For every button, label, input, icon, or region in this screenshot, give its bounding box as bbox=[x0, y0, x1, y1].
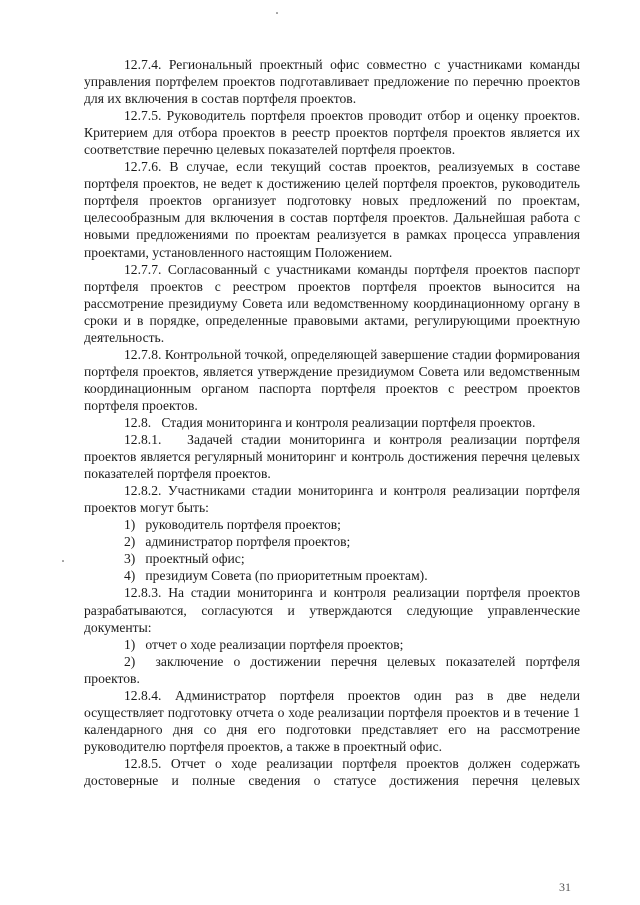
paragraph-12-7-6 bbox=[84, 158, 580, 260]
paragraph-number: 12.8.2. bbox=[124, 483, 162, 499]
list-item-text: руководитель портфеля проектов; bbox=[145, 517, 341, 533]
list-item bbox=[84, 567, 580, 584]
page-number: 31 bbox=[559, 880, 571, 894]
list-marker: 4) bbox=[124, 568, 136, 584]
scan-speck bbox=[276, 12, 278, 14]
paragraph-text: Администратор портфеля проектов один раз в две недели осуществляет подготовку отчета о ходе реализации портфеля проектов и в течение 1 календарного дня со дня его подготовки представляет его на рассмотрение руководителю портфеля проектов, а также в проектный офис. bbox=[84, 687, 580, 754]
scan-speck bbox=[62, 560, 64, 562]
paragraph-text: Отчет о ходе реализации портфеля проектов должен содержать достоверные и полные сведения о статусе достижения перечня целевых bbox=[84, 755, 580, 788]
paragraph-number: 12.8.3. bbox=[124, 585, 162, 601]
paragraph-12-8-2 bbox=[84, 482, 580, 516]
section-heading-12-8 bbox=[84, 414, 580, 431]
list-item-text: администратор портфеля проектов; bbox=[145, 534, 351, 550]
paragraph-text: Региональный проектный офис совместно с участниками команды управления портфелем проектов подготавливает предложение по перечню проектов для их включения в состав портфеля проектов. bbox=[84, 57, 581, 107]
paragraph-12-7-8 bbox=[84, 346, 580, 414]
paragraph-text: Стадия мониторинга и контроля реализации портфеля проектов. bbox=[161, 414, 536, 430]
list-item bbox=[84, 533, 580, 550]
list-marker: 3) bbox=[124, 551, 136, 567]
document-page bbox=[84, 56, 580, 789]
paragraph-number: 12.8.4. bbox=[124, 687, 162, 703]
paragraph-number: 12.8.1. bbox=[124, 432, 162, 448]
paragraph-12-7-5 bbox=[84, 107, 580, 158]
list-item-text: проектный офис; bbox=[145, 551, 245, 567]
paragraph-number: 12.7.8. bbox=[124, 346, 162, 362]
list-item bbox=[84, 516, 580, 533]
paragraph-number: 12.8.5. bbox=[124, 755, 162, 771]
paragraph-text: Участниками стадии мониторинга и контроля реализации портфеля проектов могут быть: bbox=[84, 483, 580, 516]
paragraph-number: 12.7.6. bbox=[124, 159, 162, 175]
paragraph-number: 12.8. bbox=[124, 414, 152, 430]
list-item bbox=[84, 550, 580, 567]
list-marker: 2) bbox=[124, 534, 136, 550]
list-marker: 1) bbox=[124, 636, 136, 652]
paragraph-text: Руководитель портфеля проектов проводит отбор и оценку проектов. Критерием для отбора проектов в реестр проектов портфеля проектов является их соответствие перечню целевых показателей портфеля проектов. bbox=[84, 108, 581, 158]
paragraph-text: На стадии мониторинга и контроля реализации портфеля проектов разрабатываются, согласуются и утверждаются следующие управленческие документы: bbox=[84, 585, 580, 635]
paragraph-text: Контрольной точкой, определяющей завершение стадии формирования портфеля проектов, является утверждение президиумом Совета или ведомственным координационным органом паспорта портфеля проектов с реестром проектов портфеля проектов. bbox=[84, 346, 580, 413]
paragraph-12-8-1 bbox=[84, 431, 580, 482]
list-item-text: заключение о достижении перечня целевых показателей портфеля проектов. bbox=[84, 653, 580, 686]
paragraph-text: В случае, если текущий состав проектов, реализуемых в составе портфеля проектов, не ведет к достижению целей портфеля проектов, руководитель портфеля проектов организует подготовку новых предложений по проектам, целесообразным для включения в состав портфеля проектов. Дальнейшая работа с новыми предложениями по проектам реализуется в рамках процесса управления проектами, установленного настоящим Положением. bbox=[84, 159, 580, 260]
list-item-text: президиум Совета (по приоритетным проектам). bbox=[145, 568, 428, 584]
paragraph-12-8-3 bbox=[84, 584, 580, 635]
list-item bbox=[84, 636, 580, 653]
paragraph-number: 12.7.4. bbox=[124, 57, 162, 72]
list-marker: 2) bbox=[124, 653, 136, 669]
list-item-text: отчет о ходе реализации портфеля проектов; bbox=[145, 636, 404, 652]
paragraph-number: 12.7.5. bbox=[124, 108, 162, 124]
paragraph-12-8-5 bbox=[84, 755, 580, 789]
paragraph-text: Задачей стадии мониторинга и контроля реализации портфеля проектов является регулярный мониторинг и контроль достижения перечня целевых показателей портфеля проектов. bbox=[84, 432, 580, 482]
list-item-wrapped bbox=[84, 653, 580, 687]
list-marker: 1) bbox=[124, 517, 136, 533]
paragraph-12-8-4 bbox=[84, 687, 580, 755]
paragraph-12-7-4 bbox=[84, 56, 580, 107]
paragraph-12-7-7 bbox=[84, 261, 580, 346]
paragraph-number: 12.7.7. bbox=[124, 261, 162, 277]
paragraph-text: Согласованный с участниками команды портфеля проектов паспорт портфеля проектов с реестром проектов портфеля проектов выносится на рассмотрение президиуму Совета или ведомственному координационному органу в сроки и в порядке, определенные правовыми актами, регулирующими проектную деятельность. bbox=[84, 261, 580, 345]
